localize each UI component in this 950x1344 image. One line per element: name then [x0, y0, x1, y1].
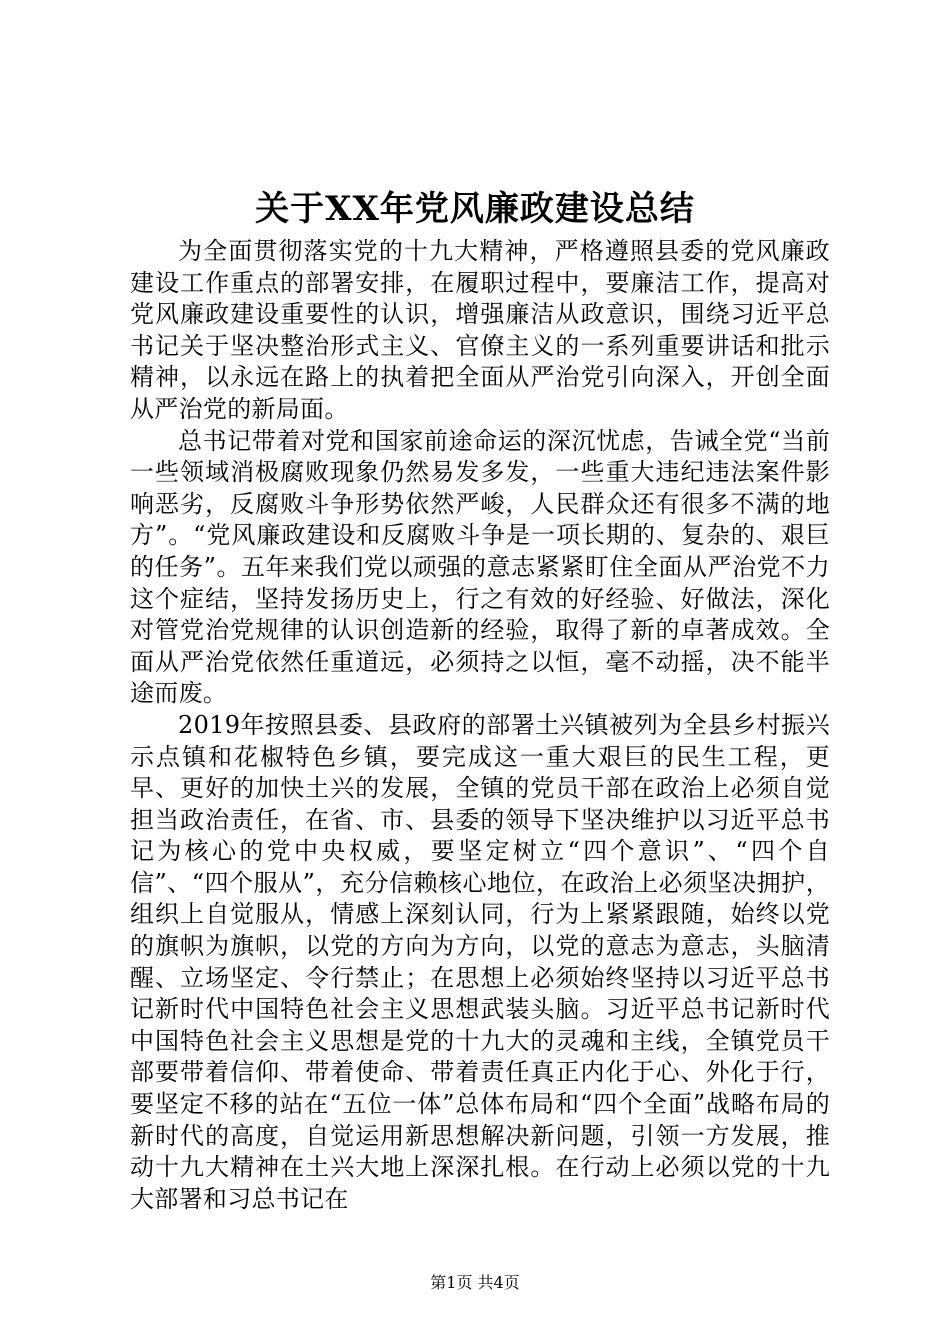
paragraph-1: 为全面贯彻落实党的十九大精神，严格遵照县委的党风廉政建设工作重点的部署安排，在履职过程中，要廉洁工作，提高对党风廉政建设重要性的认识，增强廉洁从政意识，围绕习近平总书记关于坚决整治形式主义、官僚主义的一系列重要讲话和批示精神，以永远在路上的执着把全面从严治党引向深入，开创全面从严治党的新局面。: [130, 237, 830, 423]
paragraph-3: 2019年按照县委、县政府的部署土兴镇被列为全县乡村振兴示点镇和花椒特色乡镇，要完成这一重大艰巨的民生工程，更早、更好的加快土兴的发展，全镇的党员干部在政治上必须自觉担当政治责任，在省、市、县委的领导下坚决维护以习近平总书记为核心的党中央权威，要坚定树立“四个意识”、“四个自信”、“四个服从”，充分信赖核心地位，在政治上必须坚决拥护，组织上自觉服从，情感上深刻认同，行为上紧紧跟随，始终以党的旗帜为旗帜，以党的方向为方向，以党的意志为意志，头脑清醒、立场坚定、令行禁止；在思想上必须始终坚持以习近平总书记新时代中国特色社会主义思想武装头脑。习近平总书记新时代中国特色社会主义思想是党的十九大的灵魂和主线，全镇党员干部要带着信仰、带着使命、带着责任真正内化于心、外化于行，要坚定不移的站在“五位一体”总体布局和“四个全面”战略布局的新时代的高度，自觉运用新思想解决新问题，引领一方发展，推动十九大精神在土兴大地上深深扎根。在行动上必须以党的十九大部署和习总书记在: [130, 710, 830, 1213]
paragraph-2: 总书记带着对党和国家前途命运的深沉忧虑，告诫全党“当前一些领域消极腐败现象仍然易发多发，一些重大违纪违法案件影响恶劣，反腐败斗争形势依然严峻，人民群众还有很多不满的地方”。“党风廉政建设和反腐败斗争是一项长期的、复杂的、艰巨的任务”。五年来我们党以顽强的意志紧紧盯住全面从严治党不力这个症结，坚持发扬历史上，行之有效的好经验、好做法，深化对管党治党规律的认识创造新的经验，取得了新的卓著成效。全面从严治党依然任重道远，必须持之以恒，毫不动摇，决不能半途而废。: [130, 426, 830, 708]
document-body: [130, 236, 830, 1215]
page-footer: 第1页 共4页: [430, 1273, 520, 1292]
document-title: 关于XX年党风廉政建设总结: [255, 189, 695, 229]
